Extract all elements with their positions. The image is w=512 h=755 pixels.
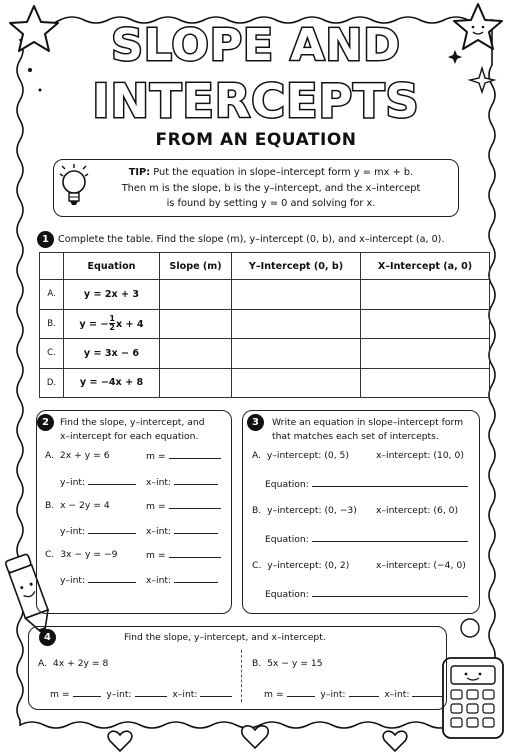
slope-blank[interactable] (169, 549, 221, 558)
tip-line2: Then m is the slope, b is the y–intercept, and the x–intercept (121, 182, 421, 194)
q3-c-equation: Equation: (265, 588, 468, 600)
row-label: D. (40, 368, 64, 398)
row-equation: y = −4x + 8 (64, 368, 160, 398)
q3-c-xint: x–intercept: (−4, 0) (376, 560, 466, 571)
title-line2: INTERCEPTS (92, 74, 420, 128)
q3-a-equation: Equation: (265, 478, 468, 490)
equation-blank[interactable] (312, 533, 468, 542)
table-row (40, 339, 490, 369)
slope-blank[interactable] (287, 688, 315, 697)
q3-item-c: C. y–intercept: (0, 2) (252, 560, 350, 571)
y-intercept-blank[interactable] (88, 525, 136, 534)
tip-line1: Put the equation in slope–intercept form y = mx + b. (153, 167, 414, 178)
tip-label: TIP: (128, 167, 151, 178)
col-header-slope: Slope (m) (160, 253, 232, 280)
x-intercept-blank[interactable] (174, 476, 218, 485)
q3-item-a: A. y–intercept: (0, 5) (252, 450, 349, 461)
q2-b-yint: y–int: (60, 525, 136, 537)
x-intercept-blank[interactable] (200, 688, 232, 697)
lightbulb-icon (56, 160, 92, 212)
slope-answer-cell[interactable] (160, 368, 232, 398)
q2-c-slope: m = (146, 549, 221, 561)
fraction: $\frac{1}{2}$ (109, 313, 115, 333)
q2-a-yint: y–int: (60, 476, 136, 488)
x-intercept-answer-cell[interactable] (361, 339, 490, 369)
x-intercept-answer-cell[interactable] (361, 280, 490, 310)
q1-table (39, 252, 490, 398)
blob-doodle-icon (461, 619, 479, 637)
question-3-badge: 3 (247, 414, 264, 431)
slope-blank[interactable] (169, 500, 221, 509)
q4-b-answers: m = y–int: x–int: (264, 688, 442, 700)
q2-b-xint: x–int: (146, 525, 218, 537)
x-intercept-answer-cell[interactable] (361, 368, 490, 398)
y-intercept-answer-cell[interactable] (232, 280, 361, 310)
q2-a-xint: x–int: (146, 476, 218, 488)
tip-box (53, 159, 459, 217)
y-intercept-answer-cell[interactable] (232, 368, 361, 398)
x-intercept-blank[interactable] (174, 574, 218, 583)
table-row (40, 368, 490, 398)
q3-b-xint: x–intercept: (6, 0) (376, 505, 459, 516)
question-1-instruction: Complete the table. Find the slope (m), y–intercept (0, b), and x–intercept (a, 0). (58, 234, 445, 245)
row-equation: y = − $\frac{1}{2}$ x + 4 (64, 309, 160, 339)
y-intercept-answer-cell[interactable] (232, 339, 361, 369)
q3-a-xint: x–intercept: (10, 0) (376, 450, 464, 461)
slope-blank[interactable] (73, 688, 101, 697)
row-label: B. (40, 309, 64, 339)
q2-item-c: C. 3x − y = −9 (45, 549, 118, 560)
y-intercept-blank[interactable] (88, 476, 136, 485)
slope-answer-cell[interactable] (160, 339, 232, 369)
x-intercept-answer-cell[interactable] (361, 309, 490, 339)
calculator-mascot-icon (443, 658, 503, 738)
question-2-instruction: Find the slope, y–intercept, and x–intercept for each equation. (60, 417, 205, 442)
col-header-x-intercept: X–Intercept (a, 0) (361, 253, 490, 280)
x-intercept-blank[interactable] (174, 525, 218, 534)
row-equation: y = 2x + 3 (64, 280, 160, 310)
question-4-instruction: Find the slope, y–intercept, and x–intercept. (124, 632, 326, 643)
q4-item-b: B. 5x − y = 15 (252, 658, 323, 669)
title-line1: SLOPE AND (111, 20, 401, 71)
table-row (40, 309, 490, 339)
slope-answer-cell[interactable] (160, 280, 232, 310)
q2-c-yint: y–int: (60, 574, 136, 586)
heart-icon (242, 726, 268, 748)
equation-blank[interactable] (312, 588, 468, 597)
q3-item-b: B. y–intercept: (0, −3) (252, 505, 357, 516)
col-header-equation: Equation (64, 253, 160, 280)
slope-blank[interactable] (169, 450, 221, 459)
row-label: A. (40, 280, 64, 310)
table-row (40, 280, 490, 310)
heart-icon (108, 731, 132, 751)
q2-a-slope: m = (146, 450, 221, 462)
col-header-y-intercept: Y–Intercept (0, b) (232, 253, 361, 280)
y-intercept-blank[interactable] (349, 688, 379, 697)
q4-a-answers: m = y–int: x–int: (50, 688, 232, 700)
q2-b-slope: m = (146, 500, 221, 512)
slope-answer-cell[interactable] (160, 309, 232, 339)
q2-item-a: A. 2x + y = 6 (45, 450, 110, 461)
q3-b-equation: Equation: (265, 533, 468, 545)
row-label: C. (40, 339, 64, 369)
question-2-badge: 2 (37, 414, 54, 431)
y-intercept-blank[interactable] (88, 574, 136, 583)
equation-blank[interactable] (312, 478, 468, 487)
q2-c-xint: x–int: (146, 574, 218, 586)
question-4-badge: 4 (39, 629, 56, 646)
y-intercept-blank[interactable] (135, 688, 167, 697)
heart-icon (383, 731, 407, 751)
tip-line3: is found by setting y = 0 and solving for x. (166, 198, 376, 209)
y-intercept-answer-cell[interactable] (232, 309, 361, 339)
q2-item-b: B. x − 2y = 4 (45, 500, 110, 511)
question-3-instruction: Write an equation in slope–intercept form that matches each set of intercepts. (272, 417, 464, 442)
row-equation: y = 3x − 6 (64, 339, 160, 369)
q4-item-a: A. 4x + 2y = 8 (38, 658, 109, 669)
q4-divider (241, 650, 242, 702)
page-subtitle: FROM AN EQUATION (155, 130, 357, 150)
x-intercept-blank[interactable] (412, 688, 442, 697)
question-1-badge: 1 (37, 231, 54, 248)
table-header-row (40, 253, 490, 280)
